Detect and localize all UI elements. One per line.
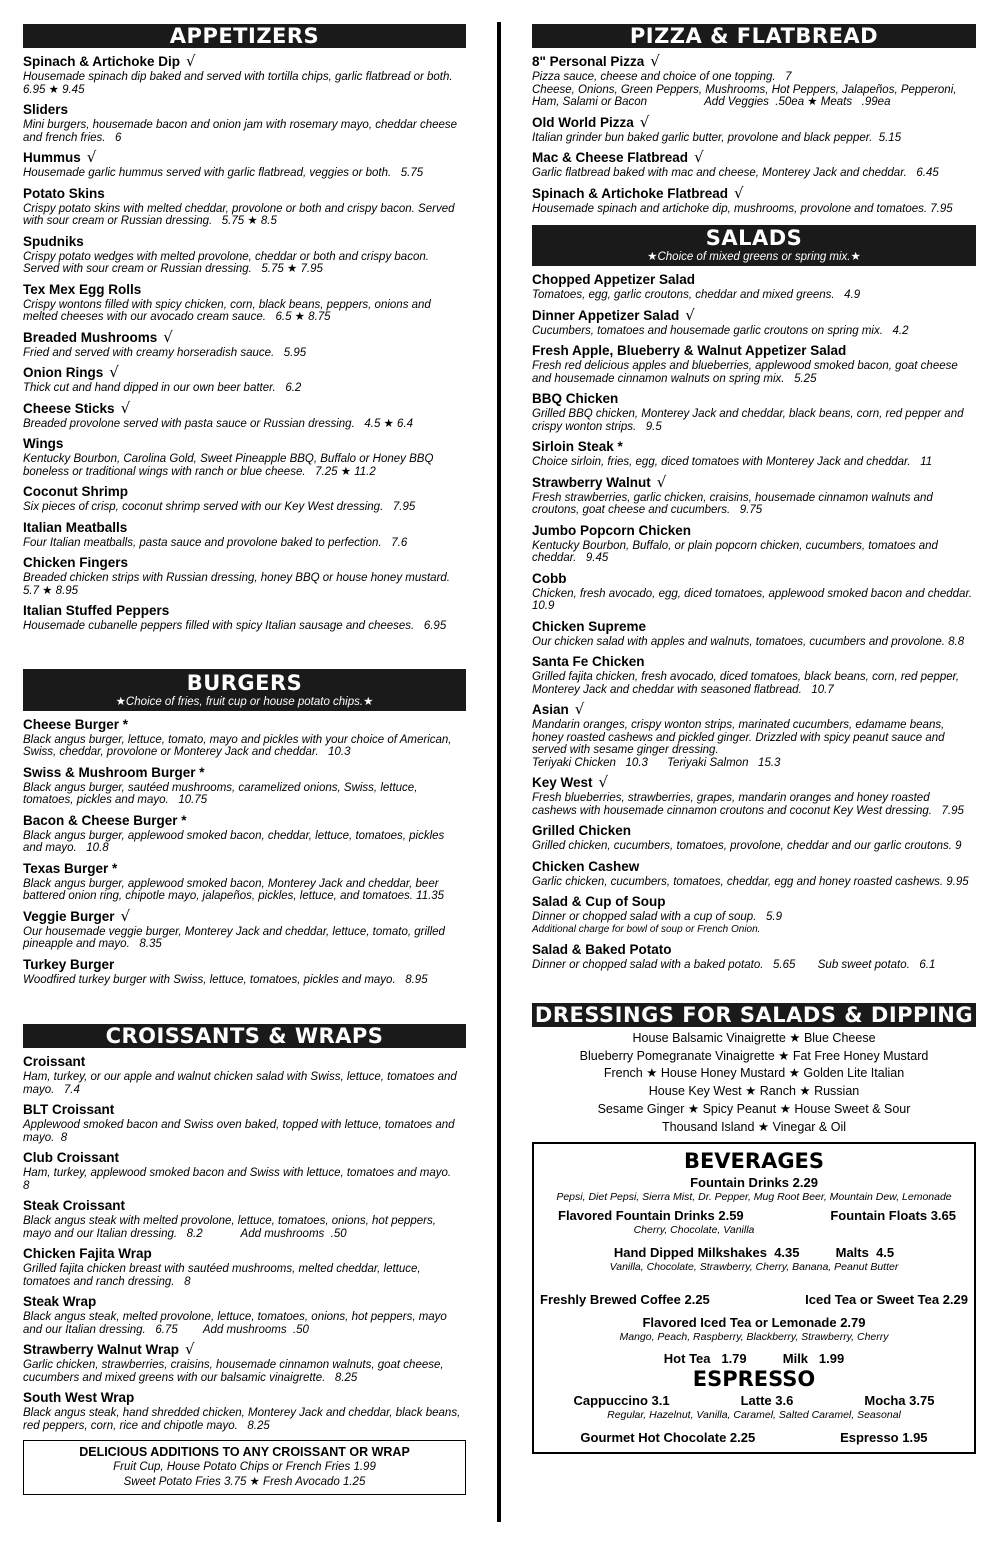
vegetarian-leaf-icon: √	[185, 1340, 195, 1358]
dressing-line: Thousand Island ★ Vinegar & Oil	[662, 1119, 846, 1134]
menu-item	[23, 364, 466, 395]
menu-item-name: Asian	[532, 702, 569, 717]
vegetarian-leaf-icon: √	[650, 52, 660, 70]
fountain-drinks: Fountain Drinks 2.29	[690, 1175, 818, 1191]
menu-item-name: Swiss & Mushroom Burger *	[23, 764, 205, 780]
menu-item-description: Grilled chicken, cucumbers, tomatoes, provolone, cheddar and our garlic croutons. 9	[532, 840, 962, 852]
brewed-coffee: Freshly Brewed Coffee 2.25	[540, 1292, 710, 1308]
menu-item-note: Additional charge for bowl of soup or French Onion.	[532, 923, 761, 935]
menu-item-description: Black angus burger, applewood smoked bacon, Monterey Jack and cheddar, beer battered onion ring, chipotle mayo, jalapeños, pickles, lettuce, and tomatoes. 11.35	[23, 877, 445, 902]
menu-item	[532, 474, 976, 517]
menu-item-description: Fresh red delicious apples and blueberries, applewood smoked bacon, goat cheese and housemade cinnamon walnuts on spring mix. 5.25	[532, 360, 961, 385]
menu-item-description: Housemade spinach and artichoke dip, mushrooms, provolone and tomatoes. 7.95	[532, 202, 953, 215]
burgers-subtitle: ★Choice of fries, fruit cup or house potato chips.★	[115, 695, 374, 708]
menu-item	[532, 185, 976, 216]
menu-item-name: Spinach & Artichoke Dip	[23, 54, 181, 69]
menu-item-name: Bacon & Cheese Burger *	[23, 812, 187, 828]
iced-tea: Iced Tea or Sweet Tea 2.29	[805, 1292, 968, 1308]
menu-item-name: Spinach & Artichoke Flatbread	[532, 185, 729, 201]
menu-item-name: Croissant	[23, 1054, 86, 1069]
salads-header	[532, 225, 976, 266]
menu-item	[532, 342, 976, 385]
menu-item-name: Mac & Cheese Flatbread	[532, 150, 689, 165]
flavored-iced-tea: Flavored Iced Tea or Lemonade 2.79	[642, 1315, 866, 1331]
vegetarian-leaf-icon: √	[734, 183, 744, 202]
column-divider	[497, 22, 501, 1522]
menu-item-name: Potato Skins	[23, 185, 105, 201]
menu-item-description: Ham, turkey, applewood smoked bacon and Swiss with lettuce, tomatoes and mayo. 8	[23, 1167, 461, 1192]
vegetarian-leaf-icon: √	[639, 112, 650, 131]
menu-item	[23, 185, 466, 228]
menu-item-description: Black angus burger, applewood smoked bacon, cheddar, lettuce, tomatoes, pickles and mayo. 10.8	[23, 829, 448, 854]
menu-item	[532, 701, 976, 769]
fountain-drinks-sub: Pepsi, Diet Pepsi, Sierra Mist, Dr. Pepper, Mug Root Beer, Mountain Dew, Lemonade	[556, 1191, 952, 1204]
menu-item-name: Onion Rings	[23, 365, 104, 380]
menu-item-name: Steak Wrap	[23, 1294, 97, 1309]
menu-item	[23, 149, 466, 180]
menu-item-description: Crispy potato skins with melted cheddar, provolone or both and crispy bacon. Served with sour cream or Russian dressing. 5.75 ★ 8.5	[23, 202, 458, 227]
appetizers-list	[23, 53, 466, 633]
menu-item-description: Our chicken salad with apples and walnuts, tomatoes, cucumbers and provolone. 8.8	[532, 635, 965, 648]
menu-item	[23, 1389, 466, 1432]
burgers-header	[23, 669, 466, 711]
appetizers-header	[23, 24, 466, 48]
menu-item-description: Woodfired turkey burger with Swiss, lettuce, tomatoes, pickles and mayo. 8.95	[23, 973, 428, 986]
flavored-sub: Cherry, Chocolate, Vanilla	[633, 1224, 755, 1237]
mocha: Mocha 3.75	[864, 1393, 935, 1409]
flavored-row	[538, 1208, 970, 1224]
menu-item-description: Kentucky Bourbon, Buffalo, or plain popcorn chicken, cucumbers, tomatoes and cheddar. 9.45	[532, 539, 942, 564]
dressing-line: Sesame Ginger ★ Spicy Peanut ★ House Sweet & Sour	[597, 1101, 911, 1116]
menu-item	[23, 1053, 466, 1096]
menu-item-description: Housemade garlic hummus served with garlic flatbread, veggies or both. 5.75	[23, 167, 424, 179]
menu-item-description: Ham, turkey, or our apple and walnut chicken salad with Swiss, lettuce, tomatoes and mayo. 7.4	[23, 1071, 461, 1096]
menu-item-name: Steak Croissant	[23, 1198, 126, 1213]
menu-item-name: Turkey Burger	[23, 956, 115, 972]
menu-item-name: Dinner Appetizer Salad	[532, 307, 680, 323]
menu-item	[23, 602, 466, 633]
appetizers-title: APPETIZERS	[169, 24, 320, 48]
menu-item-name: Salad & Baked Potato	[532, 941, 672, 957]
menu-item-description: Housemade spinach dip baked and served with tortilla chips, garlic flatbread or both. 6.95 ★ 9.45	[23, 71, 463, 96]
vegetarian-leaf-icon: √	[86, 148, 97, 166]
additions-box	[23, 1440, 466, 1495]
coffee-tea-row	[538, 1292, 970, 1308]
menu-item-description: Grilled BBQ chicken, Monterey Jack and cheddar, black beans, corn, red pepper and crispy wonton strips. 9.5	[532, 408, 967, 433]
menu-item	[532, 570, 979, 613]
menu-item-name: Italian Meatballs	[23, 519, 128, 535]
menu-item-name: Grilled Chicken	[532, 823, 632, 838]
vegetarian-leaf-icon: √	[186, 52, 196, 70]
menu-item-description: Garlic flatbread baked with mac and cheese, Monterey Jack and cheddar. 6.45	[532, 167, 939, 179]
salads-list	[532, 271, 979, 971]
menu-item	[23, 233, 466, 276]
menu-item	[23, 716, 466, 759]
menu-item-description: Garlic chicken, cucumbers, tomatoes, cheddar, egg and honey roasted cashews. 9.95	[532, 875, 969, 888]
beverages-title: BEVERAGES	[683, 1149, 825, 1174]
menu-item	[23, 1101, 466, 1144]
menu-item-description: Choice sirloin, fries, egg, diced tomatoes with Monterey Jack and cheddar. 11	[532, 456, 933, 468]
pizza-list	[532, 53, 976, 215]
menu-item-description: Fresh blueberries, strawberries, grapes, mandarin oranges and honey roasted cashews with housemade cinnamon croutons and coconut Key West dressing. 7.95	[532, 792, 964, 817]
menu-item-name: Italian Stuffed Peppers	[23, 603, 170, 618]
menu-item-description: Fresh strawberries, garlic chicken, craisins, housemade cinnamon walnuts and croutons, goat cheese and cucumbers. 9.75	[532, 491, 936, 516]
latte: Latte 3.6	[740, 1393, 794, 1409]
menu-item	[532, 307, 976, 338]
menu-item-description: Chicken, fresh avocado, egg, diced tomatoes, applewood smoked bacon and cheddar. 10.9	[532, 587, 979, 612]
menu-item	[23, 281, 466, 324]
menu-item-name: Spudniks	[23, 233, 84, 249]
menu-item	[23, 860, 466, 903]
dressing-line: House Key West ★ Ranch ★ Russian	[648, 1084, 860, 1099]
menu-item-description: Our housemade veggie burger, Monterey Jack and cheddar, lettuce, tomato, grilled pineapple and mayo. 8.35	[23, 925, 449, 950]
menu-item	[532, 149, 976, 180]
menu-item	[23, 435, 466, 478]
vegetarian-leaf-icon: √	[694, 148, 704, 166]
left-column	[23, 24, 466, 1495]
cappuccino: Cappuccino 3.1	[573, 1393, 670, 1409]
menu-item-name: Old World Pizza	[532, 114, 634, 130]
menu-item	[23, 329, 466, 360]
menu-item	[532, 438, 976, 469]
menu-item-name: Jumbo Popcorn Chicken	[532, 522, 692, 538]
menu-item-name: Club Croissant	[23, 1150, 120, 1165]
menu-item	[23, 1149, 466, 1192]
vegetarian-leaf-icon: √	[120, 906, 131, 925]
menu-item-name: Texas Burger *	[23, 860, 118, 876]
menu-item-description: Black angus steak, melted provolone, lettuce, tomatoes, onions, hot peppers, mayo and our Italian dressing. 6.75 Add mushrooms .50	[23, 1311, 451, 1336]
menu-item-name: Strawberry Walnut Wrap	[23, 1342, 180, 1357]
vegetarian-leaf-icon: √	[574, 700, 585, 718]
menu-item-description: Breaded provolone served with pasta sauce or Russian dressing. 4.5 ★ 6.4	[23, 417, 414, 430]
burgers-list	[23, 716, 466, 987]
menu-item-description: Breaded chicken strips with Russian dressing, honey BBQ or house honey mustard. 5.7 ★ 8.95	[23, 572, 460, 597]
hot-chocolate: Gourmet Hot Chocolate 2.25	[580, 1430, 756, 1446]
hot-tea-milk: Hot Tea 1.79 Milk 1.99	[663, 1351, 845, 1367]
menu-item	[23, 554, 466, 597]
menu-item-name: Wings	[23, 436, 64, 451]
milkshakes-sub: Vanilla, Chocolate, Strawberry, Cherry, Banana, Peanut Butter	[609, 1261, 899, 1274]
menu-item-name: Veggie Burger	[23, 908, 115, 924]
menu-item-name: Chicken Cashew	[532, 858, 640, 874]
dressings-list	[532, 1030, 976, 1136]
menu-item	[532, 774, 976, 817]
dressing-line: French ★ House Honey Mustard ★ Golden Lite Italian	[603, 1066, 905, 1081]
menu-item-name: BLT Croissant	[23, 1102, 115, 1117]
salads-subtitle: ★Choice of mixed greens or spring mix.★	[647, 251, 861, 263]
menu-item-name: Hummus	[23, 150, 81, 165]
menu-item-description: Crispy wontons filled with spicy chicken, corn, black beans, peppers, onions and melted cheeses with our avocado cream sauce. 6.5 ★ 8.75	[23, 298, 435, 323]
menu-item-description: Black angus steak with melted provolone, lettuce, tomatoes, onions, hot peppers, mayo and our Italian dressing. 8.2 Add mushrooms .50	[23, 1215, 440, 1240]
menu-item-name: Chicken Fingers	[23, 555, 129, 570]
menu-item-name: Cheese Sticks	[23, 400, 115, 416]
menu-item-name: Chicken Fajita Wrap	[23, 1246, 152, 1261]
milkshakes: Hand Dipped Milkshakes 4.35 Malts 4.5	[613, 1245, 895, 1261]
menu-item	[23, 1293, 466, 1336]
menu-item-description: Mini burgers, housemade bacon and onion jam with rosemary mayo, cheddar cheese and french fries. 6	[23, 119, 461, 144]
menu-item-description: Pizza sauce, cheese and choice of one topping. 7	[532, 71, 792, 83]
menu-item	[23, 483, 466, 514]
menu-item-description: Tomatoes, egg, garlic croutons, cheddar and mixed greens. 4.9	[532, 289, 861, 301]
menu-item	[23, 519, 466, 550]
menu-item-description: Italian grinder bun baked garlic butter, provolone and black pepper. 5.15	[532, 131, 902, 144]
menu-item-description: Dinner or chopped salad with a baked potato. 5.65 Sub sweet potato. 6.1	[532, 958, 936, 971]
menu-item	[23, 101, 466, 144]
menu-item	[23, 812, 466, 855]
menu-item-name: Coconut Shrimp	[23, 484, 128, 499]
menu-item-description: Black angus burger, sautéed mushrooms, caramelized onions, Swiss, lettuce, tomatoes, pickles and mayo. 10.75	[23, 781, 421, 806]
burgers-title: BURGERS	[186, 670, 303, 695]
menu-item-description: Cucumbers, tomatoes and housemade garlic croutons on spring mix. 4.2	[532, 324, 909, 337]
menu-item-description: Kentucky Bourbon, Carolina Gold, Sweet Pineapple BBQ, Buffalo or Honey BBQ boneless or traditional wings with ranch or blue cheese. 7.25 ★ 11.2	[23, 453, 437, 478]
menu-item-description: Housemade cubanelle peppers filled with spicy Italian sausage and cheeses. 6.95	[23, 620, 447, 632]
croissants-list	[23, 1053, 466, 1432]
menu-item	[532, 271, 976, 302]
menu-item-name: Santa Fe Chicken	[532, 654, 645, 669]
vegetarian-leaf-icon: √	[685, 305, 695, 324]
menu-item-description: Mandarin oranges, crispy wonton strips, marinated cucumbers, edamame beans, honey roasted cashews and pickled ginger. Drizzled with spicy peanut sauce and served with sesame ginger dressing.	[532, 719, 948, 756]
dressing-line: Blueberry Pomegranate Vinaigrette ★ Fat Free Honey Mustard	[579, 1048, 929, 1063]
additions-line-2: Sweet Potato Fries 3.75 ★ Fresh Avocado 1.25	[123, 1476, 366, 1488]
menu-item	[23, 400, 466, 431]
flavored-fountain-drinks: Flavored Fountain Drinks 2.59	[558, 1208, 744, 1224]
menu-item	[532, 893, 976, 936]
menu-item-description: Black angus burger, lettuce, tomato, mayo and pickles with your choice of American, Swiss, cheddar, provolone or Monterey Jack and cheddar. 10.3	[23, 733, 455, 758]
menu-item-name: Breaded Mushrooms	[23, 329, 158, 345]
menu-item-options: Cheese, Onions, Green Peppers, Mushrooms, Hot Peppers, Jalapeños, Pepperoni, Ham, Salami or Bacon Add Veggies .50ea ★ Meats .99ea	[532, 83, 960, 108]
menu-item	[23, 956, 466, 987]
menu-item-name: BBQ Chicken	[532, 391, 619, 406]
menu-item-description: Garlic chicken, strawberries, craisins, housemade cinnamon walnuts, goat cheese, cucumbers and mixed greens with our balsamic vinaigrette. 8.25	[23, 1359, 447, 1384]
menu-item-name: Sliders	[23, 102, 69, 117]
additions-line-1: Fruit Cup, House Potato Chips or French Fries 1.99	[113, 1461, 376, 1473]
menu-item-name: Key West	[532, 775, 593, 790]
menu-item-description: Black angus steak, hand shredded chicken, Monterey Jack and cheddar, black beans, red peppers, corn, rice and chipotle mayo. 8.25	[23, 1407, 464, 1432]
menu-item	[23, 53, 466, 96]
menu-item	[532, 114, 976, 145]
menu-item-name: Strawberry Walnut	[532, 474, 651, 490]
pizza-header	[532, 24, 976, 48]
beverages-box	[532, 1142, 976, 1454]
menu-item-description: Crispy potato wedges with melted provolone, cheddar or both and crispy bacon. Served with sour cream or Russian dressing. 5.75 ★ 7.95	[23, 250, 433, 275]
menu-item	[23, 908, 466, 951]
espresso-title: ESPRESSO	[692, 1367, 816, 1392]
menu-item-name: 8" Personal Pizza	[532, 54, 645, 69]
vegetarian-leaf-icon: √	[163, 327, 173, 346]
dressings-header	[532, 1003, 976, 1027]
vegetarian-leaf-icon: √	[109, 363, 119, 381]
vegetarian-leaf-icon: √	[656, 472, 667, 491]
menu-item-description: Dinner or chopped salad with a cup of soup. 5.9	[532, 911, 782, 923]
fountain-floats: Fountain Floats 3.65	[830, 1208, 956, 1224]
croissants-header	[23, 1024, 466, 1048]
menu-item-description: Grilled fajita chicken, fresh avocado, diced tomatoes, black beans, corn, red pepper, Monterey Jack and cheddar with seasoned flatbread. 10.7	[532, 671, 963, 696]
menu-item	[23, 1245, 466, 1288]
dressings-title: DRESSINGS FOR SALADS & DIPPING	[534, 1003, 974, 1027]
menu-item	[23, 1341, 466, 1384]
menu-item-name: South West Wrap	[23, 1390, 135, 1405]
menu-item-name: Chopped Appetizer Salad	[532, 272, 696, 287]
menu-item	[532, 53, 976, 109]
vegetarian-leaf-icon: √	[598, 773, 609, 791]
dressing-line: House Balsamic Vinaigrette ★ Blue Cheese	[632, 1031, 876, 1045]
menu-item-name: Sirloin Steak *	[532, 439, 623, 454]
menu-item	[532, 618, 976, 649]
salads-title: SALADS	[705, 226, 803, 250]
menu-item-description: Six pieces of crisp, coconut shrimp served with our Key West dressing. 7.95	[23, 501, 416, 513]
menu-item-name: Cheese Burger *	[23, 716, 129, 732]
menu-item	[532, 653, 976, 696]
menu-item-name: Fresh Apple, Blueberry & Walnut Appetizer Salad	[532, 343, 847, 358]
menu-item-options: Teriyaki Chicken 10.3 Teriyaki Salmon 15.3	[532, 756, 781, 769]
menu-item-description: Fried and served with creamy horseradish sauce. 5.95	[23, 346, 307, 359]
menu-item-name: Tex Mex Egg Rolls	[23, 281, 142, 297]
menu-item-description: Applewood smoked bacon and Swiss oven baked, topped with lettuce, tomatoes and mayo. 8	[23, 1119, 458, 1144]
menu-item	[23, 1197, 466, 1240]
flavored-iced-tea-sub: Mango, Peach, Raspberry, Blackberry, Strawberry, Cherry	[619, 1331, 889, 1344]
menu-item-description: Grilled fajita chicken breast with sautéed mushrooms, melted cheddar, lettuce, tomatoes and ranch dressing. 8	[23, 1263, 424, 1288]
espresso: Espresso 1.95	[840, 1430, 928, 1446]
menu-item-name: Cobb	[532, 570, 567, 586]
croissants-title: CROISSANTS & WRAPS	[105, 1024, 384, 1048]
menu-item-description: Four Italian meatballs, pasta sauce and provolone baked to perfection. 7.6	[23, 536, 408, 549]
menu-item	[532, 858, 976, 889]
espresso-sub: Regular, Hazelnut, Vanilla, Caramel, Salted Caramel, Seasonal	[607, 1409, 901, 1422]
additions-title: DELICIOUS ADDITIONS TO ANY CROISSANT OR WRAP	[79, 1445, 410, 1459]
menu-item-name: Chicken Supreme	[532, 618, 647, 634]
chocolate-espresso-row	[538, 1430, 970, 1446]
menu-item-name: Salad & Cup of Soup	[532, 894, 666, 909]
menu-item	[532, 822, 976, 853]
menu-item	[532, 522, 976, 565]
menu-item-description: Thick cut and hand dipped in our own beer batter. 6.2	[23, 382, 302, 394]
pizza-title: PIZZA & FLATBREAD	[629, 24, 879, 48]
vegetarian-leaf-icon: √	[120, 398, 131, 417]
right-column	[532, 24, 979, 1454]
menu-item	[532, 941, 976, 972]
menu-item	[23, 764, 466, 807]
menu-item	[532, 390, 976, 433]
espresso-row	[538, 1393, 970, 1409]
